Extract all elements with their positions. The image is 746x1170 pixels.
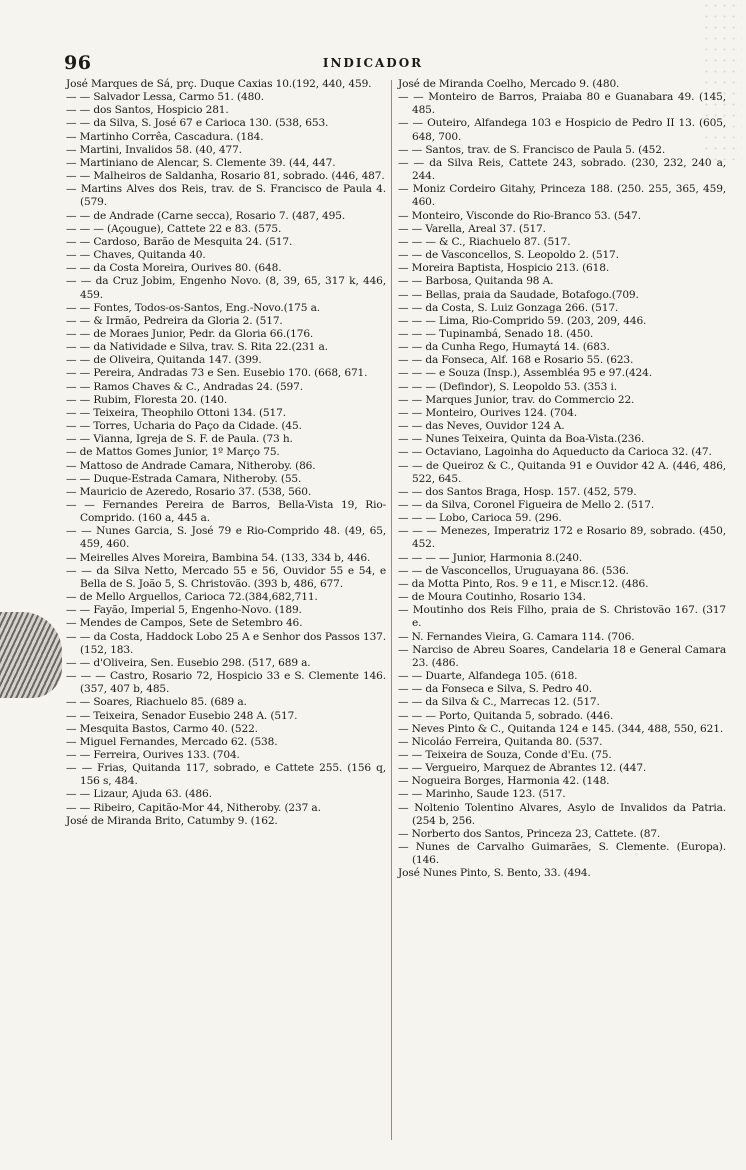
directory-entry: — — das Neves, Ouvidor 124 A. [398,420,565,433]
directory-entry: — — da Cruz Jobim, Engenho Novo. (8, 39, 65, 317 k, 446, 459. [66,275,386,301]
directory-entry: — Monteiro, Visconde do Rio-Branco 53. (547. [398,209,641,222]
directory-entry: — Martiniano de Alencar, S. Clemente 39. (44, 447. [66,156,336,169]
directory-entry: — — da Silva, S. José 67 e Carioca 130. (538, 653. [66,117,329,130]
directory-entry: — — — e Souza (Insp.), Assembléa 95 e 97.(424. [398,367,652,380]
directory-entry: — — Marinho, Saude 123. (517. [398,788,566,801]
directory-entry: — de Moura Coutinho, Rosario 134. [398,591,586,604]
directory-entry: — — Ferreira, Ourives 133. (704. [66,748,240,761]
directory-entry: — — Chaves, Quitanda 40. [66,249,206,262]
directory-entry: — — Fernandes Pereira de Barros, Bella-Vista 19, Rio-Comprido. (160 a, 445 a. [66,499,386,525]
directory-entry: — — da Silva, Coronel Figueira de Mello 2. (517. [398,499,655,511]
running-head: INDICADOR [322,56,424,70]
directory-entry: — — d'Oliveira, Sen. Eusebio 298. (517, 689 a. [66,656,311,669]
directory-entry: — — Duque-Estrada Camara, Nitheroby. (55. [66,472,302,485]
directory-entry: — — Ramos Chaves & C., Andradas 24. (597. [66,380,303,393]
page-number: 96 [64,52,92,74]
right-column [398,78,726,881]
directory-entry: — — — Castro, Rosario 72, Hospicio 33 e S. Clemente 146. (357, 407 b, 485. [66,670,386,696]
directory-entry: — Noltenio Tolentino Alvares, Asylo de Invalidos da Patria. (254 b, 256. [398,801,726,827]
directory-entry: — Martinho Corrêa, Cascadura. (184. [66,130,264,143]
directory-entry: — Meirelles Alves Moreira, Bambina 54. (133, 334 b, 446. [66,551,371,564]
directory-entry: — — Pereira, Andradas 73 e Sen. Eusebio 170. (668, 671. [66,367,368,380]
directory-entry: — — da Natividade e Silva, trav. S. Rita 22.(231 a. [66,341,328,354]
directory-entry: José Nunes Pinto, S. Bento, 33. (494. [398,867,591,880]
directory-entry: — — de Vasconcellos, Uruguayana 86. (536. [398,564,629,577]
directory-entry: — — da Silva & C., Marrecas 12. (517. [398,696,600,709]
directory-entry: — — Varella, Areal 37. (517. [398,222,546,235]
directory-entry: — Miguel Fernandes, Mercado 62. (538. [66,735,278,748]
directory-entry: — — da Costa, Haddock Lobo 25 A e Senhor dos Passos 137. (152, 183. [66,630,386,656]
directory-entry: — — de Queiroz & C., Quitanda 91 e Ouvidor 42 A. (446, 486, 522, 645. [398,459,726,485]
directory-entry: — Mauricio de Azeredo, Rosario 37. (538, 560. [66,485,312,498]
directory-entry: — — de Andrade (Carne secca), Rosario 7. (487, 495. [66,209,346,222]
directory-entry: — Moreira Baptista, Hospicio 213. (618. [398,262,610,275]
column-divider [391,80,392,1140]
directory-entry: José de Miranda Coelho, Mercado 9. (480. [398,78,620,90]
directory-entry: — — — Tupinambá, Senado 18. (450. [398,327,594,340]
directory-entry: — — — — Junior, Harmonia 8.(240. [398,551,583,564]
directory-entry: — — da Fonseca e Silva, S. Pedro 40. [398,683,592,696]
directory-entry: — Martini, Invalidos 58. (40, 477. [66,143,242,156]
directory-entry: — — Nunes Garcia, S. José 79 e Rio-Comprido 48. (49, 65, 459, 460. [66,525,386,551]
directory-entry: — — & Irmão, Pedreira da Gloria 2. (517. [66,314,283,327]
directory-entry: — — Rubim, Floresta 20. (140. [66,393,228,406]
directory-entry: — — Soares, Riachuelo 85. (689 a. [66,696,247,709]
left-column [66,78,386,828]
directory-entry: José Marques de Sá, prç. Duque Caxias 10.(192, 440, 459. [66,78,372,90]
directory-entry: — — Cardoso, Barão de Mesquita 24. (517. [66,235,293,248]
directory-entry: — Nogueira Borges, Harmonia 42. (148. [398,775,610,788]
directory-entry: — — de Moraes Junior, Pedr. da Gloria 66.(176. [66,327,314,340]
directory-entry: José de Miranda Brito, Catumby 9. (162. [66,814,278,827]
directory-entry: — — Frias, Quitanda 117, sobrado, e Cattete 255. (156 q, 156 s, 484. [66,762,386,788]
directory-entry: — — Salvador Lessa, Carmo 51. (480. [66,91,264,104]
directory-entry: — — de Oliveira, Quitanda 147. (399. [66,354,262,367]
directory-entry: — Narciso de Abreu Soares, Candelaria 18 e General Camara 23. (486. [398,643,726,669]
directory-entry: — — Vianna, Igreja de S. F. de Paula. (73 h. [66,433,293,446]
directory-entry: — — Santos, trav. de S. Francisco de Paula 5. (452. [398,143,666,156]
directory-entry: — de Mello Arguellos, Carioca 72.(384,682,711. [66,591,318,604]
directory-entry: — — da Costa, S. Luiz Gonzaga 266. (517. [398,301,619,314]
directory-entry: — Moutinho dos Reis Filho, praia de S. Christovão 167. (317 e. [398,604,726,630]
directory-entry: — — dos Santos, Hospicio 281. [66,104,229,117]
directory-entry: — — Ribeiro, Capitão-Mor 44, Nitheroby. (237 a. [66,801,321,814]
directory-entry: — — Marques Junior, trav. do Commercio 22. [398,393,635,406]
directory-entry: — — — (Defindor), S. Leopoldo 53. (353 i. [398,380,617,393]
directory-entry: — — Lizaur, Ajuda 63. (486. [66,788,212,801]
directory-entry: — — Barbosa, Quitanda 98 A. [398,275,554,288]
directory-entry: — Norberto dos Santos, Princeza 23, Cattete. (87. [398,827,661,840]
torn-edge-stain [0,612,62,698]
directory-entry: — — Fontes, Todos-os-Santos, Eng.-Novo.(175 a. [66,301,320,314]
directory-entry: — — Teixeira de Souza, Conde d'Eu. (75. [398,748,612,761]
directory-entry: — — Nunes Teixeira, Quinta da Boa-Vista.(236. [398,433,645,446]
directory-entry: — — da Costa Moreira, Ourives 80. (648. [66,262,282,275]
directory-entry: — — Duarte, Alfandega 105. (618. [398,670,578,683]
directory-entry: — — Outeiro, Alfandega 103 e Hospicio de Pedro II 13. (605, 648, 700. [398,117,726,143]
directory-entry: — — Monteiro de Barros, Praiaba 80 e Guanabara 49. (145, 485. [398,91,726,117]
directory-entry: — Mendes de Campos, Sete de Setembro 46. [66,617,303,630]
directory-entry: — — Monteiro, Ourives 124. (704. [398,406,577,419]
directory-entry: — — — Porto, Quitanda 5, sobrado. (446. [398,709,614,722]
directory-entry: — Neves Pinto & C., Quitanda 124 e 145. (344, 488, 550, 621. [398,722,724,735]
directory-entry: — — — Lima, Rio-Comprido 59. (203, 209, 446. [398,314,647,327]
directory-entry: — — Fayão, Imperial 5, Engenho-Novo. (189. [66,604,302,617]
directory-entry: — — Teixeira, Theophilo Ottoni 134. (517. [66,406,286,419]
directory-entry: — Mesquita Bastos, Carmo 40. (522. [66,722,258,735]
directory-entry: — — Torres, Ucharia do Paço da Cidade. (45. [66,420,302,433]
directory-entry: — — da Cunha Rego, Humaytá 14. (683. [398,341,610,354]
directory-entry: — Mattoso de Andrade Camara, Nitheroby. (86. [66,459,316,472]
directory-entry: — N. Fernandes Vieira, G. Camara 114. (706. [398,630,635,643]
directory-entry: — — Vergueiro, Marquez de Abrantes 12. (447. [398,762,647,775]
directory-entry: — — — Lobo, Carioca 59. (296. [398,512,562,525]
directory-entry: — — da Silva Reis, Cattete 243, sobrado. (230, 232, 240 a, 244. [398,156,726,183]
directory-entry: — — — Menezes, Imperatriz 172 e Rosario 89, sobrado. (450, 452. [398,525,726,551]
directory-entry: — Moniz Cordeiro Gitahy, Princeza 188. (250. 255, 365, 459, 460. [398,183,726,209]
directory-entry: — — Teixeira, Senador Eusebio 248 A. (517. [66,709,298,722]
directory-entry: — — — (Açougue), Cattete 22 e 83. (575. [66,222,282,235]
directory-entry: — — Malheiros de Saldanha, Rosario 81, sobrado. (446, 487. [66,170,385,183]
directory-entry: — — da Silva Netto, Mercado 55 e 56, Ouvidor 55 e 54, e Bella de S. João 5, S. Christovão. (393 b, 486, 677. [66,564,386,590]
directory-entry: — — de Vasconcellos, S. Leopoldo 2. (517. [398,249,619,262]
directory-entry: — Martins Alves dos Reis, trav. de S. Francisco de Paula 4. (579. [66,183,386,209]
directory-entry: — Nicoláo Ferreira, Quitanda 80. (537. [398,735,603,748]
directory-entry: — — Octaviano, Lagoinha do Aqueducto da Carioca 32. (47. [398,446,712,459]
directory-entry: — — dos Santos Braga, Hosp. 157. (452, 579. [398,485,637,498]
directory-entry: — — Bellas, praia da Saudade, Botafogo.(709. [398,288,639,301]
directory-entry: — da Motta Pinto, Ros. 9 e 11, e Miscr.12. (486. [398,577,649,590]
directory-entry: — de Mattos Gomes Junior, 1º Março 75. [66,446,280,459]
directory-entry: — — da Fonseca, Alf. 168 e Rosario 55. (623. [398,354,634,367]
directory-entry: — Nunes de Carvalho Guimarães, S. Clemente. (Europa). (146. [398,841,726,867]
directory-entry: — — — & C., Riachuelo 87. (517. [398,235,571,248]
